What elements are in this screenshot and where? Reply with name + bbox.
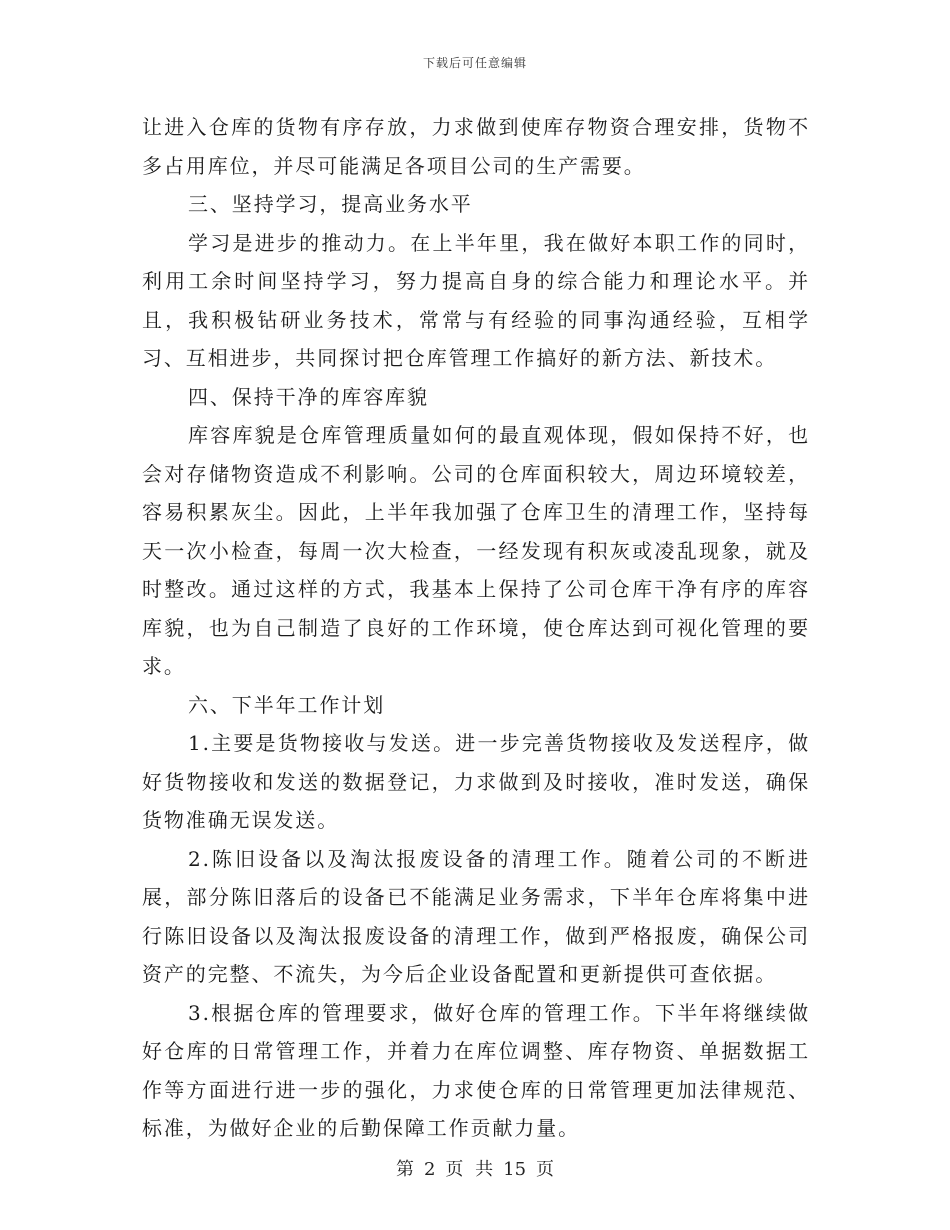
paragraph-cleanliness: 库容库貌是仓库管理质量如何的最直观体现，假如保持不好，也会对存储物资造成不利影响。公司的仓库面积较大，周边环境较差，容易积累灰尘。因此，上半年我加强了仓库卫生的清理工作，坚持每天一次小检查，每周一次大检查，一经发现有积灰或凌乱现象，就及时整改。通过这样的方式，我基本上保持了公司仓库干净有序的库容库貌，也为自己制造了良好的工作环境，使仓库达到可视化管理的要求。 (142, 423, 810, 678)
paragraph-study: 学习是进步的推动力。在上半年里，我在做好本职工作的同时，利用工余时间坚持学习，努力提高自身的综合能力和理论水平。并且，我积极钻研业务技术，常常与有经验的同事沟通经验，互相学习、互相进步，共同探讨把仓库管理工作搞好的新方法、新技术。 (142, 230, 810, 370)
footer-middle: 页 共 (445, 1159, 494, 1180)
document-body (142, 108, 810, 1148)
plan-item-3: 3.根据仓库的管理要求，做好仓库的管理工作。下半年将继续做好仓库的日常管理工作，并着力在库位调整、库存物资、单据数据工作等方面进行进一步的强化，力求使仓库的日常管理更加法律规范、标准，为做好企业的后勤保障工作贡献力量。 (142, 1000, 810, 1140)
page-number: 2 (423, 1159, 436, 1180)
page-footer (0, 1155, 950, 1181)
plan-item-1: 1.主要是货物接收与发送。进一步完善货物接收及发送程序，做好货物接收和发送的数据登记，力求做到及时接收，准时发送，确保货物准确无误发送。 (142, 731, 810, 832)
footer-prefix: 第 (395, 1159, 414, 1180)
plan-item-2: 2.陈旧设备以及淘汰报废设备的清理工作。随着公司的不断进展，部分陈旧落后的设备已不能满足业务需求，下半年仓库将集中进行陈旧设备以及淘汰报废设备的清理工作，做到严格报废，确保公司资产的完整、不流失，为今后企业设备配置和更新提供可查依据。 (142, 846, 810, 986)
footer-suffix: 页 (536, 1159, 555, 1180)
paragraph-continuation: 让进入仓库的货物有序存放，力求做到使库存物资合理安排，货物不多占用库位，并尽可能满足各项目公司的生产需要。 (142, 115, 810, 178)
section-heading-cleanliness: 四、保持干净的库容库貌 (188, 384, 429, 409)
page-header: 下载后可任意编辑 (422, 56, 527, 70)
total-pages: 15 (503, 1159, 527, 1180)
section-heading-study: 三、坚持学习，提高业务水平 (188, 192, 473, 216)
section-heading-plan: 六、下半年工作计划 (188, 692, 386, 717)
